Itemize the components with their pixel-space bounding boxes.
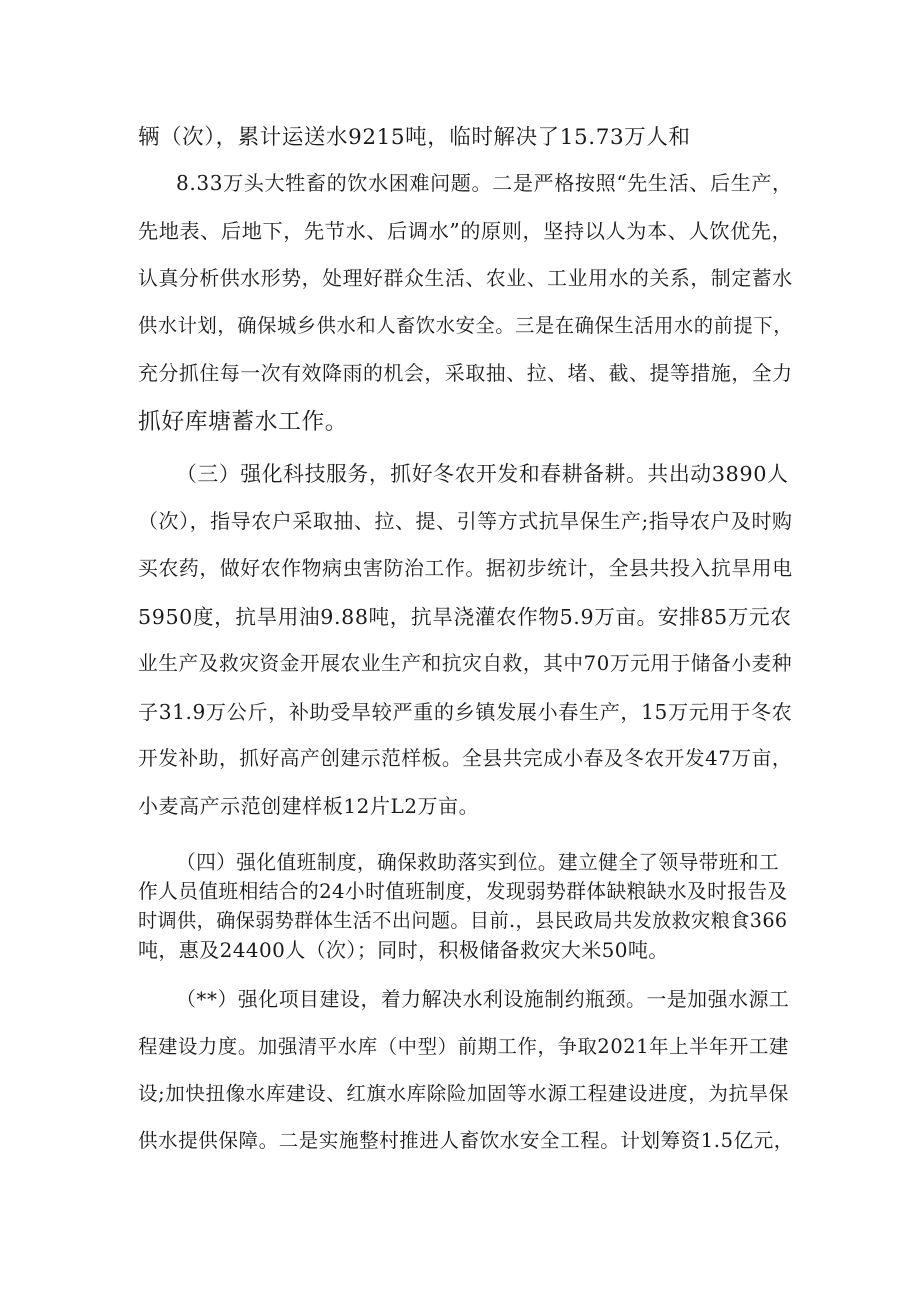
text-line: 设;加快扭像水库建设、红旗水库除险加固等水源工程建设进度，为抗旱保	[138, 1082, 789, 1105]
text-line: 抓好库塘蓄水工作。	[138, 409, 349, 435]
text-line: （三）强化科技服务，抓好冬农开发和春耕备耕。共出动3890人	[176, 462, 789, 486]
text-line: 供水计划，确保城乡供水和人畜饮水安全。三是在确保生活用水的前提下，	[138, 314, 794, 337]
text-line: （次），指导农户采取抽、拉、提、引等方式抗旱保生产;指导农户及时购	[138, 509, 793, 533]
text-line: 先地表、后地下，先节水、后调水”的原则，坚持以人为本、人饮优先，	[138, 219, 793, 243]
text-line: （四）强化值班制度，确保救助落实到位。建立健全了领导带班和工	[176, 851, 780, 874]
text-line: 充分抓住每一次有效降雨的机会，采取抽、拉、堵、截、提等措施，全力	[138, 362, 793, 385]
text-line: 8.33万头大牲畜的饮水困难问题。二是严格按照“先生活、后生产，	[176, 171, 793, 195]
text-line: 供水提供保障。二是实施整村推进人畜饮水安全工程。计划筹资1.5亿元，	[138, 1129, 794, 1152]
text-line: 子31.9万公斤，补助受旱较严重的乡镇发展小春生产，15万元用于冬农	[138, 700, 793, 724]
text-line: 辆（次），累计运送水9215吨，临时解决了15.73万人和	[138, 125, 691, 150]
text-line: 5950度，抗旱用油9.88吨，抗旱浇灌农作物5.9万亩。安排85万元农	[138, 605, 792, 629]
text-line: 程建设力度。加强清平水库（中型）前期工作，争取2021年上半年开工建	[138, 1035, 789, 1058]
text-line: 认真分析供水形势，处理好群众生活、农业、工业用水的关系，制定蓄水	[138, 267, 793, 290]
text-line: 买农药，做好农作物病虫害防治工作。据初步统计，全县共投入抗旱用电	[138, 557, 793, 580]
text-line: （**）强化项目建设，着力解决水利设施制约瓶颈。一是加强水源工	[176, 988, 790, 1011]
text-line: 吨，惠及24400人（次）；同时，积极储备救灾大米50吨。	[138, 938, 669, 962]
text-line: 业生产及救灾资金开展农业生产和抗灾自救，其中70万元用于储备小麦种	[138, 652, 793, 675]
text-line: 时调供，确保弱势群体生活不出问题。目前.，县民政局共发放救灾粮食366	[138, 909, 788, 932]
text-line: 开发补助，抓好高产创建示范样板。全县共完成小春及冬农开发47万亩，	[138, 747, 793, 770]
text-line: 作人员值班相结合的24小时值班制度，发现弱势群体缺粮缺水及时报告及	[138, 880, 788, 903]
text-line: 小麦高产示范创建样板12片L2万亩。	[138, 794, 480, 818]
